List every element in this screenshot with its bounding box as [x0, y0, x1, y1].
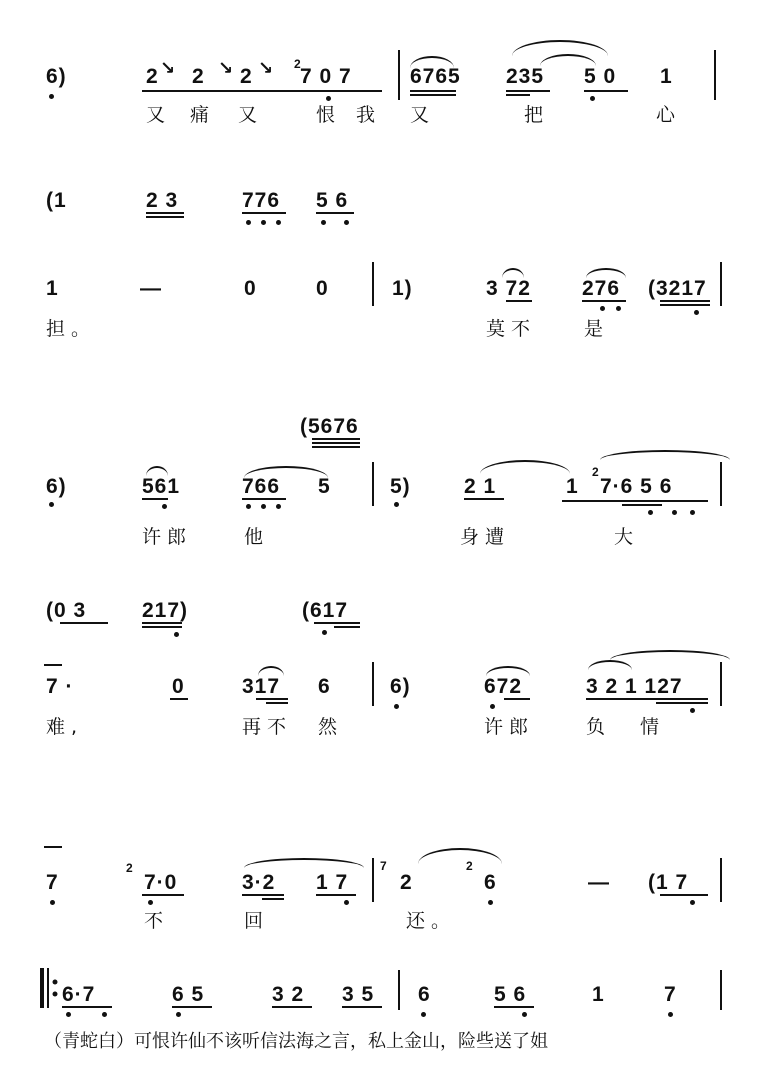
lyric: 然	[318, 716, 344, 738]
underline	[242, 894, 284, 896]
slide-arrow-icon: ↘	[258, 58, 274, 79]
low-dot	[344, 900, 349, 905]
note-group: 1)	[392, 277, 413, 300]
barline	[720, 262, 722, 306]
low-dot	[488, 900, 493, 905]
slur	[244, 858, 364, 868]
underline	[622, 504, 662, 506]
note-group: 6)	[390, 675, 411, 698]
note-group: 235	[506, 65, 545, 88]
low-dot	[522, 1012, 527, 1017]
note-group: (3217	[648, 277, 707, 300]
slur	[588, 660, 632, 670]
note-group: 1	[592, 983, 605, 1006]
note-group: 6	[484, 871, 497, 894]
note-group: 276	[582, 277, 621, 300]
note-group: 3 5	[342, 983, 375, 1006]
underline	[504, 698, 530, 700]
underline	[582, 300, 626, 302]
underline	[506, 90, 550, 92]
grace-note: 7	[380, 859, 387, 873]
barline	[372, 662, 374, 706]
note-group: 776	[242, 189, 281, 212]
low-dot	[490, 704, 495, 709]
underline	[266, 702, 288, 704]
underline	[316, 894, 356, 896]
low-dot	[322, 630, 327, 635]
note-group: 317	[242, 675, 281, 698]
note-group: 6765	[410, 65, 461, 88]
note-group: 2 3	[146, 189, 179, 212]
note-group: 0	[316, 277, 329, 300]
lyric: 情	[640, 716, 666, 738]
low-dot	[668, 1012, 673, 1017]
slur	[480, 460, 570, 474]
underline	[494, 1006, 534, 1008]
lyric: 莫不	[486, 318, 537, 340]
low-dot	[326, 96, 331, 101]
lyric: 还。	[406, 910, 457, 932]
underline	[312, 442, 360, 444]
note-group: 766	[242, 475, 281, 498]
underline	[656, 702, 708, 704]
underline	[146, 212, 184, 214]
underline	[142, 894, 184, 896]
underline	[506, 94, 530, 96]
note-group: 1	[566, 475, 579, 498]
underline	[410, 90, 456, 92]
note-group: 6)	[46, 65, 67, 88]
lyric: 心	[656, 104, 682, 126]
barline	[372, 462, 374, 506]
slur	[418, 848, 502, 864]
underline	[584, 90, 628, 92]
lyric: 恨	[316, 104, 342, 126]
note-group: 6 5	[172, 983, 205, 1006]
barline	[720, 970, 722, 1010]
underline	[170, 698, 188, 700]
note-group: —	[588, 871, 610, 894]
low-dot	[49, 94, 54, 99]
lyric: 痛	[190, 104, 216, 126]
lyric: 是	[584, 318, 610, 340]
note-group: 2 1	[464, 475, 497, 498]
low-dot	[394, 502, 399, 507]
note-group: 217)	[142, 599, 189, 622]
grace-note: 2	[592, 465, 599, 479]
underline	[142, 626, 182, 628]
low-dot	[690, 708, 695, 713]
underline	[272, 1006, 312, 1008]
barline	[720, 462, 722, 506]
lyric: 他	[244, 526, 270, 548]
note-group: 7·6 5 6	[600, 475, 673, 498]
lyric: 把	[524, 104, 550, 126]
note-group: 7 ·	[46, 675, 74, 698]
note-group: 5)	[390, 475, 411, 498]
tie-mark	[44, 846, 62, 848]
barline	[398, 970, 400, 1010]
underline	[464, 498, 504, 500]
note-group: 561	[142, 475, 181, 498]
tie-mark	[44, 664, 62, 666]
underline	[660, 894, 708, 896]
note-group: 0	[244, 277, 257, 300]
spoken-dialogue: （青蛇白）可恨许仙不该听信法海之言，私上金山，险些送了姐	[44, 1031, 548, 1052]
underline	[146, 216, 184, 218]
note-group: 5 6	[494, 983, 527, 1006]
note-group: (617	[302, 599, 349, 622]
lyric: 许郎	[142, 526, 193, 548]
underline	[60, 622, 108, 624]
lyric: 又	[410, 104, 436, 126]
note-group: 6	[318, 675, 331, 698]
underline	[262, 898, 284, 900]
low-dot	[276, 504, 281, 509]
underline	[660, 304, 710, 306]
note-group: (5676	[300, 415, 359, 438]
note-group: 0	[172, 675, 185, 698]
underline	[506, 300, 532, 302]
underline	[314, 622, 360, 624]
lyric: 再不	[242, 716, 293, 738]
low-dot	[174, 632, 179, 637]
grace-note: 2	[294, 57, 301, 71]
low-dot	[66, 1012, 71, 1017]
lyric: 许郎	[484, 716, 535, 738]
barline	[720, 662, 722, 706]
underline	[312, 446, 360, 448]
lyric: 担。	[46, 318, 97, 340]
grace-note: 2	[466, 859, 473, 873]
low-dot	[672, 510, 677, 515]
low-dot	[50, 900, 55, 905]
note-group: 3 72	[486, 277, 531, 300]
underline	[660, 300, 710, 302]
low-dot	[421, 1012, 426, 1017]
note-group: 7	[664, 983, 677, 1006]
note-group: (0 3	[46, 599, 87, 622]
low-dot	[261, 220, 266, 225]
low-dot	[690, 510, 695, 515]
underline	[342, 1006, 382, 1008]
barline	[720, 858, 722, 902]
lyric: 负	[586, 716, 612, 738]
note-group: 1	[660, 65, 673, 88]
lyric: 又	[238, 104, 264, 126]
underline	[242, 212, 286, 214]
underline	[242, 498, 286, 500]
note-group: 5	[318, 475, 331, 498]
lyric: 身遭	[460, 526, 511, 548]
note-group: 7	[46, 871, 59, 894]
underline	[334, 626, 360, 628]
barline	[372, 858, 374, 902]
underline	[142, 622, 182, 624]
underline	[586, 698, 708, 700]
low-dot	[321, 220, 326, 225]
underline	[410, 94, 456, 96]
note-group: 672	[484, 675, 523, 698]
note-group: 6)	[46, 475, 67, 498]
lyric: 我	[356, 104, 382, 126]
underline	[62, 1006, 112, 1008]
note-group: (1 7	[648, 871, 689, 894]
underline	[172, 1006, 212, 1008]
barline	[398, 50, 400, 100]
low-dot	[694, 310, 699, 315]
note-group: 1 7	[316, 871, 349, 894]
lyric: 不	[144, 910, 170, 932]
low-dot	[600, 306, 605, 311]
lyric: 又	[146, 104, 172, 126]
low-dot	[148, 900, 153, 905]
note-group: 2	[192, 65, 205, 88]
note-group: 6	[418, 983, 431, 1006]
low-dot	[102, 1012, 107, 1017]
low-dot	[162, 504, 167, 509]
lyric: 回	[244, 910, 270, 932]
slur	[610, 650, 730, 660]
low-dot	[261, 504, 266, 509]
repeat-start-icon	[40, 968, 64, 1008]
low-dot	[246, 504, 251, 509]
lyric: 难,	[46, 716, 84, 738]
note-group: 2	[400, 871, 413, 894]
note-group: 1	[46, 277, 59, 300]
low-dot	[344, 220, 349, 225]
low-dot	[648, 510, 653, 515]
note-group: 5 0	[584, 65, 617, 88]
underline	[316, 212, 354, 214]
low-dot	[616, 306, 621, 311]
low-dot	[176, 1012, 181, 1017]
underline	[142, 498, 168, 500]
slide-arrow-icon: ↘	[218, 58, 234, 79]
note-group: 5 6	[316, 189, 349, 212]
note-group: —	[140, 277, 162, 300]
note-group: 3 2	[272, 983, 305, 1006]
low-dot	[276, 220, 281, 225]
note-group: 6·7	[62, 983, 96, 1006]
underline	[142, 90, 382, 92]
note-group: 7·0	[144, 871, 178, 894]
barline	[714, 50, 716, 100]
note-group: (1	[46, 189, 67, 212]
underline	[312, 438, 360, 440]
barline	[372, 262, 374, 306]
note-group: 3·2	[242, 871, 276, 894]
note-group: 3 2 1 127	[586, 675, 683, 698]
low-dot	[590, 96, 595, 101]
note-group: 2	[240, 65, 253, 88]
slur	[600, 450, 730, 460]
slide-arrow-icon: ↘	[160, 58, 176, 79]
low-dot	[246, 220, 251, 225]
note-group: 7 0 7	[300, 65, 352, 88]
underline	[562, 500, 708, 502]
low-dot	[394, 704, 399, 709]
underline	[256, 698, 288, 700]
grace-note: 2	[126, 861, 133, 875]
lyric: 大	[614, 526, 640, 548]
note-group: 2	[146, 65, 159, 88]
low-dot	[49, 502, 54, 507]
low-dot	[690, 900, 695, 905]
